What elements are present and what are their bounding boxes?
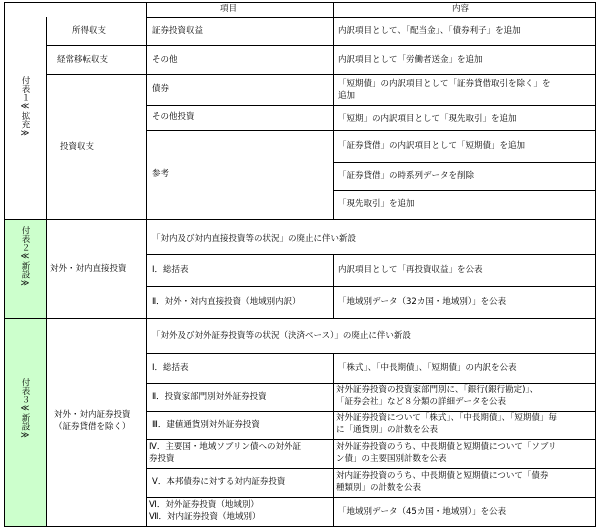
item-currency: Ⅲ．建値通貨別対外証券投資 (152, 420, 260, 430)
category-income: 所得収支 (72, 26, 107, 36)
content-reference-2: 「証券貸借」の時系列データを削除 (338, 171, 475, 181)
content-summary-table-2: 内訳項目として「再投資収益」を公表 (338, 265, 483, 275)
content-currency-line2: に「通貨別」の計数を公表 (336, 425, 439, 435)
item-sovereign-line2: 券投資 (149, 454, 175, 464)
category-investment: 投資収支 (60, 142, 95, 152)
content-summary-table-3: 「株式」、「中長期債」、「短期債」の内訳を公表 (338, 363, 517, 373)
item-other-investment: その他投資 (152, 112, 195, 122)
section3-note: 「対外及び対外証券投資等の状況（決済ベース）」の廃止に伴い新設 (152, 331, 411, 341)
item-securities-income: 証券投資収益 (152, 26, 204, 36)
item-outward-regional: Ⅵ．対外証券投資（地域別） (149, 500, 259, 510)
content-other-investment: 「短期」の内訳項目として「現先取引」を追加 (338, 114, 517, 124)
item-investor-sector: Ⅱ．投資家部門別対外証券投資 (152, 392, 267, 402)
item-bonds: 債券 (152, 84, 170, 94)
category-portfolio-investment-note: （証券貸借を除く） (54, 422, 131, 432)
content-reference-3: 「現先取引」を追加 (338, 199, 415, 209)
item-reference: 参考 (152, 169, 170, 179)
content-other: 内訳項目として「労働者送金」を追加 (338, 55, 483, 65)
header-item: 項目 (220, 4, 238, 14)
item-inward-regional: Ⅶ．対内証券投資（地域別） (149, 512, 261, 522)
content-bonds-line1: 「短期債」の内訳項目として「証券貸借取引を除く」を (338, 79, 551, 89)
content-direct-investment-regional: 「地域別データ（32カ国・地域別）」を公表 (338, 297, 507, 307)
content-domestic-bonds-line2: 種類別」の計数を公表 (336, 483, 422, 493)
content-securities-income: 内訳項目として、「配当金」、「債券利子」を追加 (338, 26, 521, 36)
item-summary-table-3: Ⅰ．総括表 (152, 363, 189, 373)
content-domestic-bonds-line1: 対内証券投資のうち、中長期債と短期債について「債券 (336, 471, 549, 481)
content-investor-sector-line1: 対外証券投資の投資家部門別に、「銀行(銀行勘定)」、 (336, 385, 539, 395)
section1-side-label: 付表１≪拡充≫ (20, 76, 30, 139)
item-other: その他 (152, 55, 178, 65)
item-direct-investment-regional: Ⅱ．対外・対内直接投資（地域別内訳） (152, 297, 301, 307)
content-investor-sector-line2: 「証券会社」など８分類の詳細データを公表 (336, 397, 507, 407)
content-reference-1: 「証券貸借」の内訳項目として「短期債」を追加 (338, 141, 526, 151)
content-sovereign-line2: ン債」の主要国別計数を公表 (336, 454, 447, 464)
item-summary-table-2: Ⅰ．総括表 (152, 265, 189, 275)
section2-side-label: 付表２≪新設≫ (20, 226, 30, 289)
item-domestic-bonds: Ⅴ．本邦債券に対する対内証券投資 (152, 477, 286, 487)
content-portfolio-regional: 「地域別データ（45カ国・地域別）」を公表 (338, 507, 507, 517)
category-portfolio-investment: 対外・対内証券投資 (54, 410, 131, 420)
content-sovereign-line1: 対外証券投資のうち、中長期債と短期債について「ソブリ (336, 442, 557, 452)
item-sovereign-line1: Ⅳ．主要国・地域ソブリン債への対外証 (149, 442, 302, 452)
content-currency-line1: 対外証券投資について「株式」、「中長期債」、「短期債」毎 (336, 413, 557, 423)
category-direct-investment: 対外・対内直接投資 (50, 264, 127, 274)
content-bonds-line2: 追加 (338, 91, 356, 101)
section3-side-label: 付表３≪新設≫ (20, 378, 30, 441)
header-content: 内容 (452, 4, 470, 14)
category-current-transfers: 経常移転収支 (57, 55, 109, 65)
section2-note: 「対内及び対内直接投資等の状況」の廃止に伴い新設 (152, 234, 357, 244)
